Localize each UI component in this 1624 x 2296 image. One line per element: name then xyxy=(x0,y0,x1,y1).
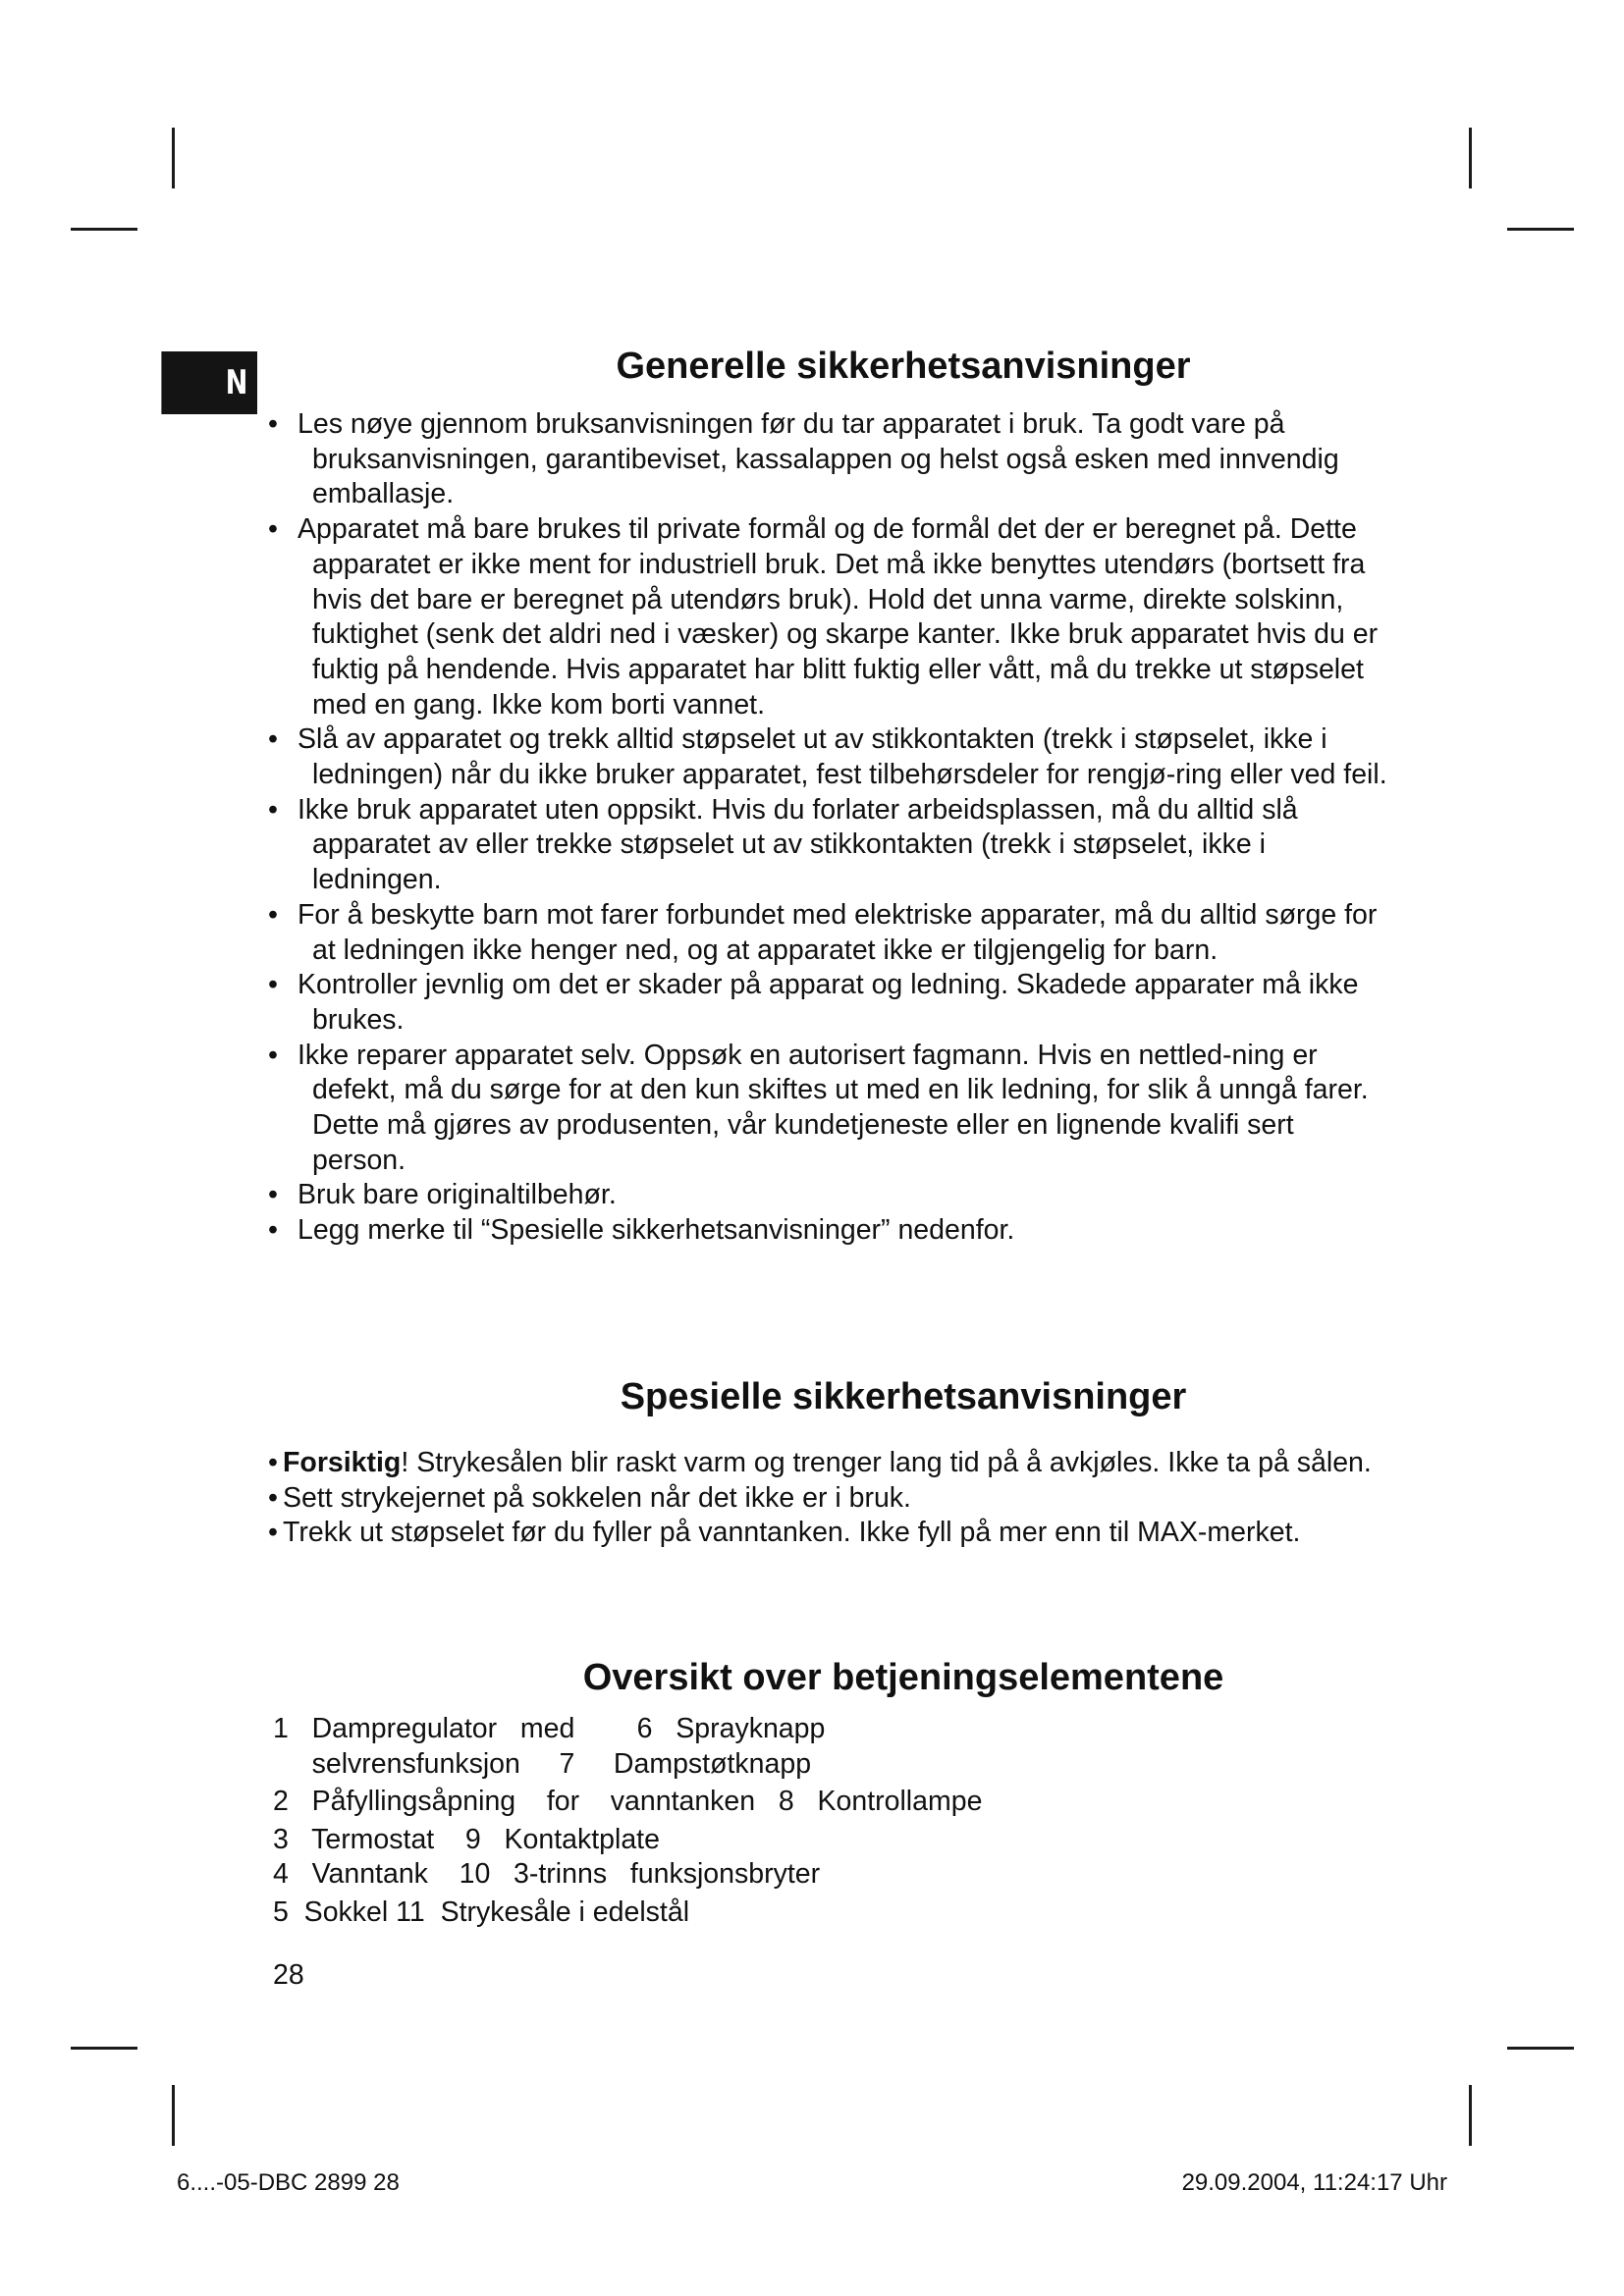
general-safety-list xyxy=(273,407,1392,1249)
crop-mark-bottom-right-horizontal xyxy=(1507,2047,1574,2050)
list-item: • Legg merke til “Spesielle sikkerhetsanvisninger” nedenfor. xyxy=(273,1213,1392,1249)
crop-mark-top-right-vertical xyxy=(1469,128,1472,188)
overview-line: 1 Dampregulator med 6 Sprayknapp xyxy=(273,1713,826,1744)
footer-file-info: 6....-05-DBC 2899 28 xyxy=(177,2169,400,2196)
warning-label: Forsiktig xyxy=(283,1447,402,1478)
list-item: • Slå av apparatet og trekk alltid støpselet ut av stikkontakten (trekk i støpselet, ikke i ledningen) når du ikke bruker apparatet, fest tilbehørsdeler for rengjø-ring eller ved feil. xyxy=(273,722,1392,792)
overview-heading: Oversikt over betjeningselementene xyxy=(582,1657,1224,1698)
list-item: • Bruk bare originaltilbehør. xyxy=(273,1178,1392,1213)
special-safety-heading: Spesielle sikkerhetsanvisninger xyxy=(620,1376,1187,1417)
list-item: • For å beskytte barn mot farer forbundet med elektriske apparater, må du alltid sørge for at ledningen ikke henger ned, og at apparatet ikke er tilgjengelig for barn. xyxy=(273,898,1392,968)
language-tab: N xyxy=(161,351,257,414)
crop-mark-top-left-horizontal xyxy=(71,228,137,231)
list-item: • Apparatet må bare brukes til private formål og de formål det der er beregnet på. Dette apparatet er ikke ment for industriell bruk. Det må ikke benyttes utendørs (bortsett fra hvis det bare er beregnet på utendørs bruk). Hold det unna varme, direkte solskinn, fuktighet (senk det aldri ned i væsker) og skarpe kanter. Ikke bruk apparatet hvis du er fuktig på hendende. Hvis apparatet har blitt fuktig eller vått, må du trekke ut støpselet med en gang. Ikke kom borti vannet. xyxy=(273,512,1392,722)
crop-mark-bottom-left-horizontal xyxy=(71,2047,137,2050)
overview-line: 2 Påfyllingsåpning for vanntanken 8 Kontrollampe xyxy=(273,1786,983,1817)
overview-line: 4 Vanntank 10 3-trinns funksjonsbryter xyxy=(273,1858,821,1890)
general-safety-heading: Generelle sikkerhetsanvisninger xyxy=(616,346,1191,387)
footer-timestamp: 29.09.2004, 11:24:17 Uhr xyxy=(1181,2169,1447,2196)
crop-mark-bottom-left-vertical xyxy=(172,2085,175,2146)
warning-text: ! Strykesålen blir raskt varm og trenger lang tid på å avkjøles. Ikke ta på sålen. xyxy=(401,1447,1372,1478)
controls-overview xyxy=(273,1712,1402,1930)
page-number: 28 xyxy=(273,1959,304,1991)
crop-mark-top-left-vertical xyxy=(172,128,175,188)
list-item: • Les nøye gjennom bruksanvisningen før du tar apparatet i bruk. Ta godt vare på bruksanvisningen, garantibeviset, kassalappen og helst også esken med innvendig emballasje. xyxy=(273,407,1392,512)
overview-line: 3 Termostat 9 Kontaktplate xyxy=(273,1823,660,1855)
list-item: • Ikke bruk apparatet uten oppsikt. Hvis du forlater arbeidsplassen, må du alltid slå apparatet av eller trekke støpselet ut av stikkontakten (trekk i støpselet, ikke i ledningen. xyxy=(273,793,1392,898)
list-item: • Kontroller jevnlig om det er skader på apparat og ledning. Skadede apparater må ikke brukes. xyxy=(273,968,1392,1038)
special-safety-list xyxy=(268,1446,1378,1551)
list-item: • Ikke reparer apparatet selv. Oppsøk en autorisert fagmann. Hvis en nettled-ning er defekt, må du sørge for at den kun skiftes ut med en lik ledning, for slik å unngå farer. Dette må gjøres av produsenten, vår kundetjeneste eller en lignende kvalifi sert person. xyxy=(273,1039,1392,1179)
crop-mark-bottom-right-vertical xyxy=(1469,2085,1472,2146)
overview-line: 5 Sokkel 11 Strykesåle i edelstål xyxy=(273,1896,690,1928)
list-item: • Sett strykejernet på sokkelen når det ikke er i bruk. xyxy=(268,1481,1378,1517)
overview-line: selvrensfunksjon 7 Dampstøtknapp xyxy=(273,1747,812,1780)
crop-mark-top-right-horizontal xyxy=(1507,228,1574,231)
list-item: • Trekk ut støpselet før du fyller på vanntanken. Ikke fyll på mer enn til MAX-merket. xyxy=(268,1516,1378,1551)
warning-item xyxy=(268,1446,1378,1481)
